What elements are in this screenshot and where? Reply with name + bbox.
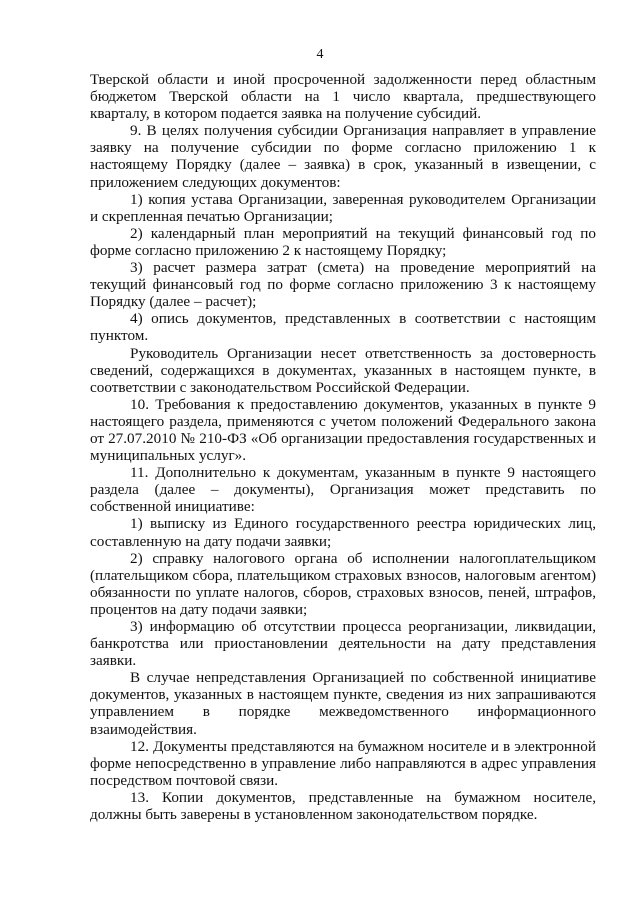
paragraph-9-sub-3: 3) расчет размера затрат (смета) на проведение мероприятий на текущий финансовый год по форме согласно приложению 3 к настоящему Порядку (далее – расчет);: [90, 259, 596, 311]
paragraph-nonsubmission: В случае непредставления Организацией по собственной инициативе документов, указанных в настоящем пункте, сведения из них запрашиваются управлением в порядке межведомственного информационного взаимодействия.: [90, 669, 596, 738]
document-body: [90, 71, 596, 823]
paragraph-item-12: 12. Документы представляются на бумажном носителе и в электронной форме непосредственно в управление либо направляются в адрес управления посредством почтовой связи.: [90, 737, 596, 789]
paragraph-responsibility: Руководитель Организации несет ответственность за достоверность сведений, содержащихся в документах, указанных в настоящем пункте, в соответствии с законодательством Российской Федерации.: [90, 344, 596, 396]
paragraph-11-sub-1: 1) выписку из Единого государственного реестра юридических лиц, составленную на дату подачи заявки;: [90, 515, 596, 550]
paragraph-continuation: Тверской области и иной просроченной задолженности перед областным бюджетом Тверской области на 1 число квартала, предшествующего кварталу, в котором подается заявка на получение субсидий.: [90, 71, 596, 123]
paragraph-item-11: 11. Дополнительно к документам, указанным в пункте 9 настоящего раздела (далее – документы), Организация может представить по собственной инициативе:: [90, 464, 596, 516]
paragraph-9-sub-4: 4) опись документов, представленных в соответствии с настоящим пунктом.: [90, 310, 596, 345]
page-number: 4: [316, 47, 324, 62]
paragraph-item-13: 13. Копии документов, представленные на бумажном носителе, должны быть заверены в установленном законодательством порядке.: [90, 788, 596, 824]
paragraph-item-10: 10. Требования к предоставлению документов, указанных в пункте 9 настоящего раздела, применяются с учетом положений Федерального закона от 27.07.2010 № 210-ФЗ «Об организации предоставления государственных и муниципальных услуг».: [90, 395, 596, 465]
paragraph-11-sub-3: 3) информацию об отсутствии процесса реорганизации, ликвидации, банкротства или приостановлении деятельности на дату представления заявки.: [90, 618, 596, 670]
paragraph-11-sub-2: 2) справку налогового органа об исполнении налогоплательщиком (плательщиком сбора, плательщиком страховых взносов, налоговым агентом) обязанности по уплате налогов, сборов, страховых взносов, пеней, штрафов, процентов на дату подачи заявки;: [90, 549, 596, 618]
paragraph-item-9: 9. В целях получения субсидии Организация направляет в управление заявку на получение субсидии по форме согласно приложению 1 к настоящему Порядку (далее – заявка) в срок, указанный в извещении, с приложением следующих документов:: [90, 122, 596, 191]
paragraph-9-sub-2: 2) календарный план мероприятий на текущий финансовый год по форме согласно приложению 2 к настоящему Порядку;: [90, 224, 596, 259]
paragraph-9-sub-1: 1) копия устава Организации, заверенная руководителем Организации и скрепленная печатью Организации;: [90, 190, 596, 225]
